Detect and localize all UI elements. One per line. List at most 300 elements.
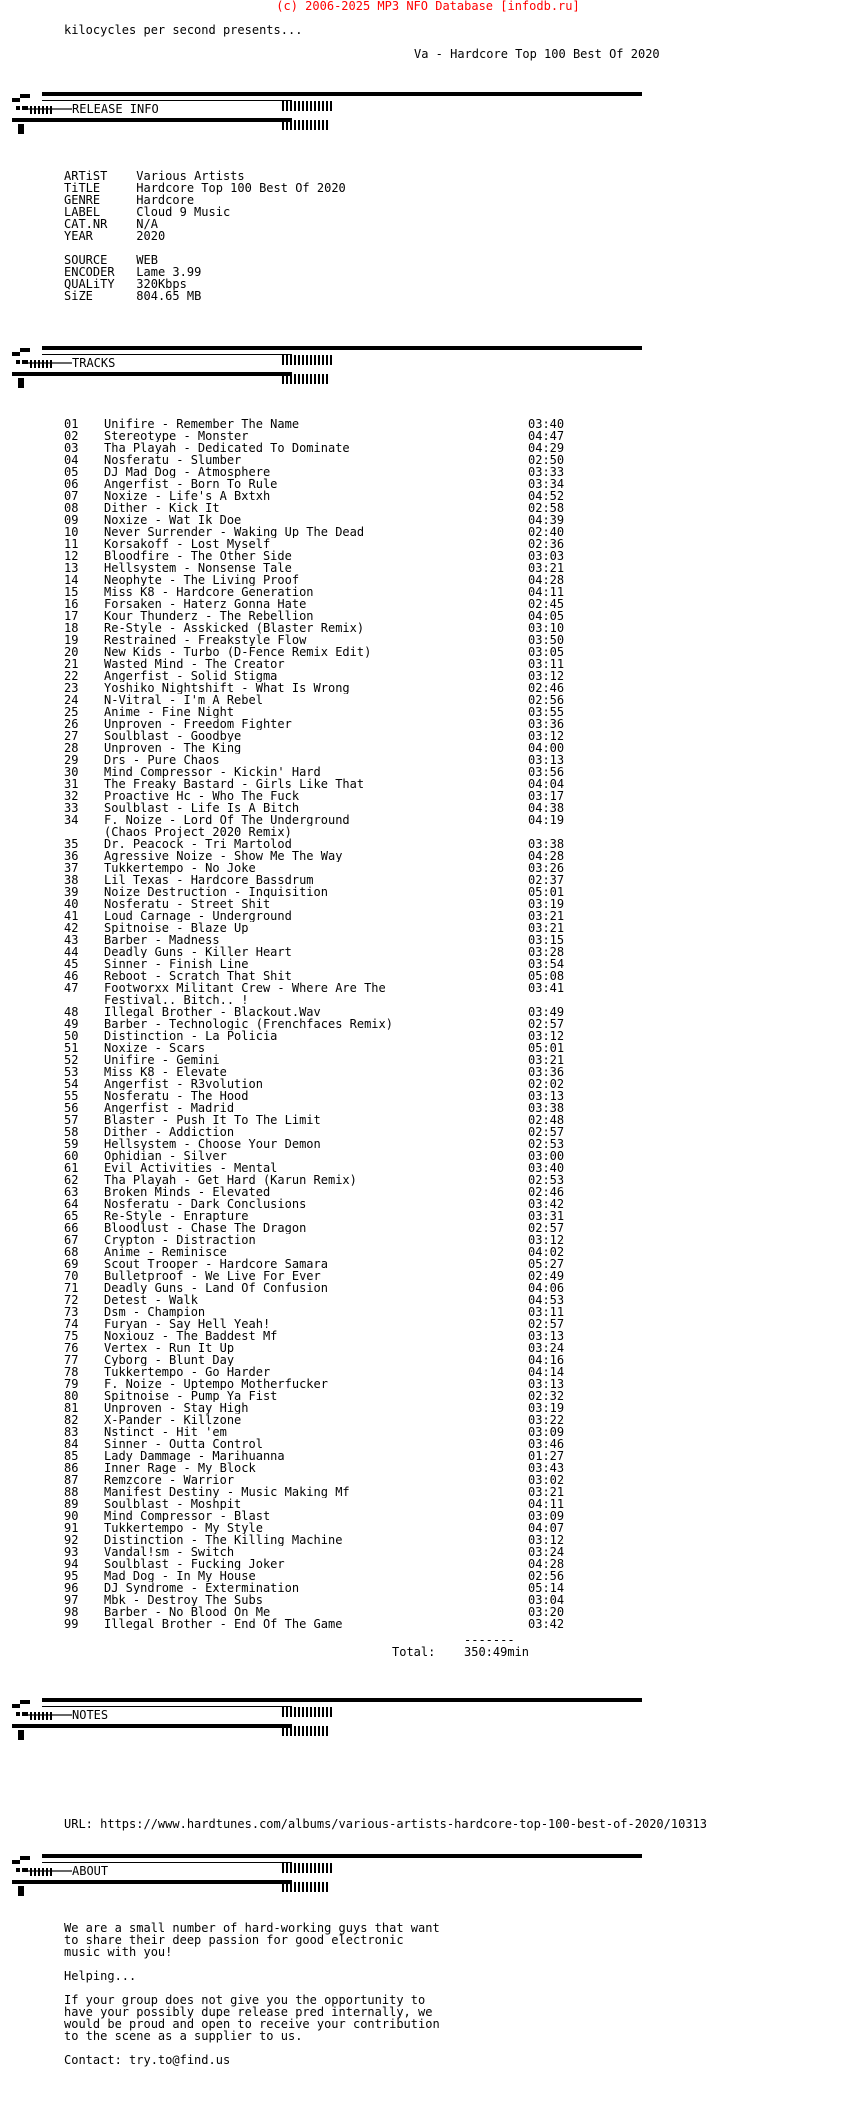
track-number: 44 xyxy=(64,945,79,959)
track-number: 97 xyxy=(64,1593,79,1607)
track-title: Forsaken - Haterz Gonna Hate xyxy=(104,598,307,610)
site-header: (c) 2006-2025 MP3 NFO Database [infodb.ru] xyxy=(276,0,580,13)
track-duration: 02:37 xyxy=(528,873,565,887)
track-title: DJ Syndrome - Extermination xyxy=(104,1582,300,1594)
track-duration: 03:31 xyxy=(528,1209,565,1223)
track-title: Furyan - Say Hell Yeah! xyxy=(104,1318,271,1330)
track-number: 07 xyxy=(64,489,79,503)
release-title: Va - Hardcore Top 100 Best Of 2020 xyxy=(414,47,660,61)
track-number: 66 xyxy=(64,1221,79,1235)
track-number: 33 xyxy=(64,801,79,815)
track-title: Anime - Reminisce xyxy=(104,1246,227,1258)
track-title: The Freaky Bastard - Girls Like That xyxy=(104,778,365,790)
track-title: Miss K8 - Elevate xyxy=(104,1066,227,1078)
track-title: Bloodlust - Chase The Dragon xyxy=(104,1222,307,1234)
track-number: 30 xyxy=(64,765,79,779)
track-duration: 03:13 xyxy=(528,753,565,767)
track-number: 27 xyxy=(64,729,79,743)
track-duration: 03:12 xyxy=(528,669,565,683)
track-title: Mind Compressor - Blast xyxy=(104,1510,271,1522)
track-number: 56 xyxy=(64,1101,79,1115)
track-duration: 02:57 xyxy=(528,1317,565,1331)
track-duration: 03:11 xyxy=(528,657,565,671)
track-number: 69 xyxy=(64,1257,79,1271)
track-title: Spitnoise - Pump Ya Fist xyxy=(104,1390,278,1402)
track-number: 81 xyxy=(64,1401,79,1415)
track-duration: 03:15 xyxy=(528,933,565,947)
track-duration: 03:12 xyxy=(528,1533,565,1547)
release-url: URL: https://www.hardtunes.com/albums/various-artists-hardcore-top-100-best-of-2020/10313 xyxy=(64,1817,707,1831)
track-number: 05 xyxy=(64,465,79,479)
track-title: Bloodfire - The Other Side xyxy=(104,550,292,562)
track-duration: 02:53 xyxy=(528,1173,565,1187)
track-duration: 01:27 xyxy=(528,1449,565,1463)
track-duration: 03:12 xyxy=(528,1029,565,1043)
track-number: 60 xyxy=(64,1149,79,1163)
track-title: Mbk - Destroy The Subs xyxy=(104,1594,263,1606)
track-number: 28 xyxy=(64,741,79,755)
track-duration: 05:14 xyxy=(528,1581,565,1595)
track-title: Hellsystem - Nonsense Tale xyxy=(104,562,292,574)
track-duration: 03:03 xyxy=(528,549,565,563)
track-title: Re-Style - Enrapture xyxy=(104,1210,249,1222)
track-duration: 03:12 xyxy=(528,729,565,743)
track-number: 42 xyxy=(64,921,79,935)
track-number: 93 xyxy=(64,1545,79,1559)
track-number: 95 xyxy=(64,1569,79,1583)
track-title: Cyborg - Blunt Day xyxy=(104,1354,235,1366)
track-number: 41 xyxy=(64,909,79,923)
value-title: Hardcore Top 100 Best Of 2020 xyxy=(136,181,346,195)
track-duration: 02:50 xyxy=(528,453,565,467)
track-duration: 04:04 xyxy=(528,777,565,791)
track-title: Unproven - Freedom Fighter xyxy=(104,718,292,730)
track-number: 63 xyxy=(64,1185,79,1199)
track-duration: 03:12 xyxy=(528,1233,565,1247)
about-paragraph-2: Helping... xyxy=(64,1969,137,1983)
track-duration: 03:02 xyxy=(528,1473,565,1487)
section-title-release-info: RELEASE INFO xyxy=(72,102,159,116)
track-number: 87 xyxy=(64,1473,79,1487)
track-number: 57 xyxy=(64,1113,79,1127)
track-duration: 03:46 xyxy=(528,1437,565,1451)
track-number: 31 xyxy=(64,777,79,791)
value-source: WEB xyxy=(136,253,158,267)
track-number: 49 xyxy=(64,1017,79,1031)
track-title: Reboot - Scratch That Shit xyxy=(104,970,292,982)
track-title: Angerfist - R3volution xyxy=(104,1078,263,1090)
track-title: Blaster - Push It To The Limit xyxy=(104,1114,321,1126)
track-number: 73 xyxy=(64,1305,79,1319)
track-duration: 03:05 xyxy=(528,645,565,659)
track-duration: 03:21 xyxy=(528,561,565,575)
label-size: SiZE xyxy=(64,289,93,303)
track-number: 02 xyxy=(64,429,79,443)
track-title: F. Noize - Lord Of The Underground xyxy=(104,814,350,826)
track-number: 99 xyxy=(64,1617,79,1631)
track-number: 52 xyxy=(64,1053,79,1067)
track-title: Mind Compressor - Kickin' Hard xyxy=(104,766,321,778)
track-number: 36 xyxy=(64,849,79,863)
value-artist: Various Artists xyxy=(136,169,245,183)
track-number: 62 xyxy=(64,1173,79,1187)
track-title: Remzcore - Warrior xyxy=(104,1474,235,1486)
track-title: Miss K8 - Hardcore Generation xyxy=(104,586,314,598)
track-number: 06 xyxy=(64,477,79,491)
track-number: 50 xyxy=(64,1029,79,1043)
total-label: Total: xyxy=(392,1645,436,1659)
track-duration: 03:21 xyxy=(528,1053,565,1067)
track-title: N-Vitral - I'm A Rebel xyxy=(104,694,263,706)
track-title: Barber - Technologic (Frenchfaces Remix) xyxy=(104,1018,393,1030)
label-catnr: CAT.NR xyxy=(64,217,108,231)
section-banner-notes xyxy=(12,1692,652,1740)
track-number: 11 xyxy=(64,537,79,551)
track-duration: 03:38 xyxy=(528,1101,565,1115)
track-title: Angerfist - Solid Stigma xyxy=(104,670,278,682)
track-duration: 03:19 xyxy=(528,1401,565,1415)
label-label: LABEL xyxy=(64,205,101,219)
track-title: X-Pander - Killzone xyxy=(104,1414,242,1426)
track-title: Tha Playah - Dedicated To Dominate xyxy=(104,442,350,454)
track-duration: 03:19 xyxy=(528,897,565,911)
track-number: 84 xyxy=(64,1437,79,1451)
track-duration: 03:09 xyxy=(528,1509,565,1523)
track-duration: 05:01 xyxy=(528,885,565,899)
track-title: Spitnoise - Blaze Up xyxy=(104,922,249,934)
track-number: 64 xyxy=(64,1197,79,1211)
track-duration: 03:24 xyxy=(528,1545,565,1559)
track-number: 34 xyxy=(64,813,79,827)
track-number: 82 xyxy=(64,1413,79,1427)
track-title: Anime - Fine Night xyxy=(104,706,235,718)
track-title: Hellsystem - Choose Your Demon xyxy=(104,1138,321,1150)
track-duration: 02:53 xyxy=(528,1137,565,1151)
track-title: Neophyte - The Living Proof xyxy=(104,574,300,586)
track-number: 25 xyxy=(64,705,79,719)
track-number: 12 xyxy=(64,549,79,563)
track-title: Noxize - Scars xyxy=(104,1042,206,1054)
track-number: 51 xyxy=(64,1041,79,1055)
track-duration: 03:13 xyxy=(528,1329,565,1343)
track-number: 39 xyxy=(64,885,79,899)
track-duration: 03:50 xyxy=(528,633,565,647)
track-number: 77 xyxy=(64,1353,79,1367)
track-title: Festival.. Bitch.._! xyxy=(104,994,249,1006)
track-duration: 05:08 xyxy=(528,969,565,983)
track-duration: 03:56 xyxy=(528,765,565,779)
track-title: Drs - Pure Chaos xyxy=(104,754,220,766)
track-title: Noxize - Wat Ik Doe xyxy=(104,514,242,526)
track-duration: 03:40 xyxy=(528,1161,565,1175)
track-number: 96 xyxy=(64,1581,79,1595)
track-duration: 03:42 xyxy=(528,1197,565,1211)
track-duration: 02:36 xyxy=(528,537,565,551)
track-number: 21 xyxy=(64,657,79,671)
track-duration: 02:56 xyxy=(528,693,565,707)
label-encoder: ENCODER xyxy=(64,265,115,279)
track-number: 03 xyxy=(64,441,79,455)
intro-text: kilocycles per second presents... xyxy=(64,23,303,37)
track-number: 59 xyxy=(64,1137,79,1151)
track-duration: 03:34 xyxy=(528,477,565,491)
track-duration: 02:45 xyxy=(528,597,565,611)
track-duration: 04:38 xyxy=(528,801,565,815)
track-title: Unproven - The King xyxy=(104,742,242,754)
track-number: 89 xyxy=(64,1497,79,1511)
section-banner-tracks xyxy=(12,340,652,388)
track-title: Noxiouz - The Baddest Mf xyxy=(104,1330,278,1342)
track-number: 76 xyxy=(64,1341,79,1355)
track-duration: 02:57 xyxy=(528,1017,565,1031)
track-number: 74 xyxy=(64,1317,79,1331)
track-title: Nosferatu - Dark Conclusions xyxy=(104,1198,307,1210)
track-number: 17 xyxy=(64,609,79,623)
track-title: Nosferatu - Street Shit xyxy=(104,898,271,910)
section-title-tracks: TRACKS xyxy=(72,356,116,370)
track-number: 13 xyxy=(64,561,79,575)
value-year: 2020 xyxy=(136,229,166,243)
value-genre: Hardcore xyxy=(136,193,195,207)
track-duration: 03:10 xyxy=(528,621,565,635)
track-duration: 05:01 xyxy=(528,1041,565,1055)
track-number: 72 xyxy=(64,1293,79,1307)
track-duration: 03:38 xyxy=(528,837,565,851)
track-number: 26 xyxy=(64,717,79,731)
track-duration: 03:21 xyxy=(528,1485,565,1499)
track-title: F. Noize - Uptempo Motherfucker xyxy=(104,1378,328,1390)
track-title: Proactive Hc - Who The Fuck xyxy=(104,790,300,802)
label-source: SOURCE xyxy=(64,253,108,267)
track-title: Distinction - La Policia xyxy=(104,1030,278,1042)
value-label: Cloud 9 Music xyxy=(136,205,231,219)
track-duration: 04:29 xyxy=(528,441,565,455)
track-title: (Chaos Project 2020 Remix) xyxy=(104,826,292,838)
track-number: 91 xyxy=(64,1521,79,1535)
track-duration: 02:58 xyxy=(528,501,565,515)
track-title: Korsakoff - Lost Myself xyxy=(104,538,271,550)
track-title: Soulblast - Moshpit xyxy=(104,1498,242,1510)
track-number: 68 xyxy=(64,1245,79,1259)
track-duration: 04:16 xyxy=(528,1353,565,1367)
track-duration: 03:28 xyxy=(528,945,565,959)
track-duration: 03:33 xyxy=(528,465,565,479)
track-title: Evil Activities - Mental xyxy=(104,1162,278,1174)
track-number: 01 xyxy=(64,417,79,431)
track-title: Deadly Guns - Killer Heart xyxy=(104,946,292,958)
track-number: 20 xyxy=(64,645,79,659)
track-number: 43 xyxy=(64,933,79,947)
track-title: Vandal!sm - Switch xyxy=(104,1546,235,1558)
track-title: Lil Texas - Hardcore Bassdrum xyxy=(104,874,314,886)
track-duration: 03:24 xyxy=(528,1341,565,1355)
track-duration: 02:46 xyxy=(528,1185,565,1199)
track-title: Sinner - Finish Line xyxy=(104,958,249,970)
track-title: Illegal Brother - End Of The Game xyxy=(104,1618,343,1630)
track-duration: 02:02 xyxy=(528,1077,565,1091)
track-title: Stereotype - Monster xyxy=(104,430,249,442)
track-duration: 04:06 xyxy=(528,1281,565,1295)
track-title: Tukkertempo - My Style xyxy=(104,1522,263,1534)
track-duration: 02:46 xyxy=(528,681,565,695)
track-title: Tukkertempo - Go Harder xyxy=(104,1366,271,1378)
track-duration: 03:11 xyxy=(528,1305,565,1319)
track-title: Scout Trooper - Hardcore Samara xyxy=(104,1258,328,1270)
label-year: YEAR xyxy=(64,229,93,243)
track-title: Soulblast - Goodbye xyxy=(104,730,242,742)
track-title: Never Surrender - Waking Up The Dead xyxy=(104,526,365,538)
track-duration: 03:26 xyxy=(528,861,565,875)
track-title: Nosferatu - Slumber xyxy=(104,454,242,466)
total-value: 350:49min xyxy=(464,1645,530,1659)
track-duration: 03:21 xyxy=(528,921,565,935)
track-duration: 03:13 xyxy=(528,1377,565,1391)
track-number: 32 xyxy=(64,789,79,803)
track-title: Dither - Addiction xyxy=(104,1126,235,1138)
track-title: Soulblast - Life Is A Bitch xyxy=(104,802,300,814)
track-title: Angerfist - Born To Rule xyxy=(104,478,278,490)
track-number: 78 xyxy=(64,1365,79,1379)
track-number: 10 xyxy=(64,525,79,539)
track-title: Footworxx Militant Crew - Where Are The xyxy=(104,982,386,994)
track-duration: 04:39 xyxy=(528,513,565,527)
track-duration: 03:21 xyxy=(528,909,565,923)
track-duration: 03:54 xyxy=(528,957,565,971)
track-title: Loud Carnage - Underground xyxy=(104,910,292,922)
track-duration: 02:40 xyxy=(528,525,565,539)
track-number: 54 xyxy=(64,1077,79,1091)
section-banner-about xyxy=(12,1848,652,1896)
track-duration: 03:00 xyxy=(528,1149,565,1163)
track-title: Deadly Guns - Land Of Confusion xyxy=(104,1282,328,1294)
track-number: 48 xyxy=(64,1005,79,1019)
value-quality: 320Kbps xyxy=(136,277,187,291)
track-title: Dsm - Champion xyxy=(104,1306,206,1318)
track-duration: 03:42 xyxy=(528,1617,565,1631)
track-title: Bulletproof - We Live For Ever xyxy=(104,1270,321,1282)
track-number: 98 xyxy=(64,1605,79,1619)
label-genre: GENRE xyxy=(64,193,101,207)
track-duration: 05:27 xyxy=(528,1257,565,1271)
track-duration: 03:40 xyxy=(528,417,565,431)
track-title: Manifest Destiny - Music Making Mf xyxy=(104,1486,350,1498)
track-title: Barber - No Blood On Me xyxy=(104,1606,271,1618)
track-number: 24 xyxy=(64,693,79,707)
track-number: 09 xyxy=(64,513,79,527)
track-duration: 04:05 xyxy=(528,609,565,623)
track-number: 61 xyxy=(64,1161,79,1175)
release-info-block xyxy=(64,170,346,302)
track-duration: 03:13 xyxy=(528,1089,565,1103)
track-title: Barber - Madness xyxy=(104,934,220,946)
track-title: Tha Playah - Get Hard (Karun Remix) xyxy=(104,1174,357,1186)
track-number: 37 xyxy=(64,861,79,875)
track-number: 22 xyxy=(64,669,79,683)
track-duration: 02:48 xyxy=(528,1113,565,1127)
track-title: Noxize - Life's A Bxtxh xyxy=(104,490,271,502)
track-number: 15 xyxy=(64,585,79,599)
track-number: 04 xyxy=(64,453,79,467)
track-number: 94 xyxy=(64,1557,79,1571)
value-size: 804.65 MB xyxy=(136,289,202,303)
track-duration: 02:56 xyxy=(528,1569,565,1583)
track-number: 19 xyxy=(64,633,79,647)
track-number: 67 xyxy=(64,1233,79,1247)
track-duration: 04:28 xyxy=(528,849,565,863)
track-title: Detest - Walk xyxy=(104,1294,198,1306)
track-title: Mad Dog - In My House xyxy=(104,1570,256,1582)
track-number: 08 xyxy=(64,501,79,515)
track-duration: 04:52 xyxy=(528,489,565,503)
track-title: Sinner - Outta Control xyxy=(104,1438,263,1450)
track-title: Noize Destruction - Inquisition xyxy=(104,886,328,898)
track-number: 71 xyxy=(64,1281,79,1295)
track-title: Angerfist - Madrid xyxy=(104,1102,235,1114)
track-duration: 04:14 xyxy=(528,1365,565,1379)
track-duration: 03:43 xyxy=(528,1461,565,1475)
track-number: 92 xyxy=(64,1533,79,1547)
track-title: Nosferatu - The Hood xyxy=(104,1090,249,1102)
track-number: 45 xyxy=(64,957,79,971)
track-number: 53 xyxy=(64,1065,79,1079)
track-duration: 04:28 xyxy=(528,573,565,587)
track-title: Distinction - The Killing Machine xyxy=(104,1534,343,1546)
track-number: 40 xyxy=(64,897,79,911)
label-title: TiTLE xyxy=(64,181,101,195)
track-title: Dither - Kick It xyxy=(104,502,220,514)
track-title: Lady Dammage - Marihuanna xyxy=(104,1450,285,1462)
track-title: Crypton - Distraction xyxy=(104,1234,256,1246)
track-duration: 04:53 xyxy=(528,1293,565,1307)
track-duration: 03:36 xyxy=(528,717,565,731)
track-title: Broken Minds - Elevated xyxy=(104,1186,271,1198)
track-title: Restrained - Freakstyle Flow xyxy=(104,634,307,646)
track-number: 38 xyxy=(64,873,79,887)
track-title: Agressive Noize - Show Me The Way xyxy=(104,850,343,862)
track-number: 79 xyxy=(64,1377,79,1391)
track-title: Unifire - Gemini xyxy=(104,1054,220,1066)
track-number: 88 xyxy=(64,1485,79,1499)
track-duration: 04:00 xyxy=(528,741,565,755)
total-separator: ------- xyxy=(464,1633,515,1647)
section-banner-release-info xyxy=(12,86,652,134)
track-number: 23 xyxy=(64,681,79,695)
track-number: 46 xyxy=(64,969,79,983)
track-duration: 04:47 xyxy=(528,429,565,443)
track-number: 70 xyxy=(64,1269,79,1283)
track-number: 90 xyxy=(64,1509,79,1523)
track-duration: 04:11 xyxy=(528,585,565,599)
track-number: 47 xyxy=(64,981,79,995)
track-number: 16 xyxy=(64,597,79,611)
track-number: 35 xyxy=(64,837,79,851)
track-title: Unproven - Stay High xyxy=(104,1402,249,1414)
section-title-about: ABOUT xyxy=(72,1864,109,1878)
track-duration: 02:57 xyxy=(528,1221,565,1235)
track-duration: 03:36 xyxy=(528,1065,565,1079)
value-catnr: N/A xyxy=(136,217,158,231)
track-duration: 03:49 xyxy=(528,1005,565,1019)
track-duration: 04:07 xyxy=(528,1521,565,1535)
track-title: Wasted Mind - The Creator xyxy=(104,658,285,670)
track-duration: 04:19 xyxy=(528,813,565,827)
track-title: Illegal Brother - Blackout.Wav xyxy=(104,1006,321,1018)
label-artist: ARTiST xyxy=(64,169,108,183)
track-duration: 03:41 xyxy=(528,981,565,995)
track-duration: 03:04 xyxy=(528,1593,565,1607)
track-number: 83 xyxy=(64,1425,79,1439)
track-number: 65 xyxy=(64,1209,79,1223)
